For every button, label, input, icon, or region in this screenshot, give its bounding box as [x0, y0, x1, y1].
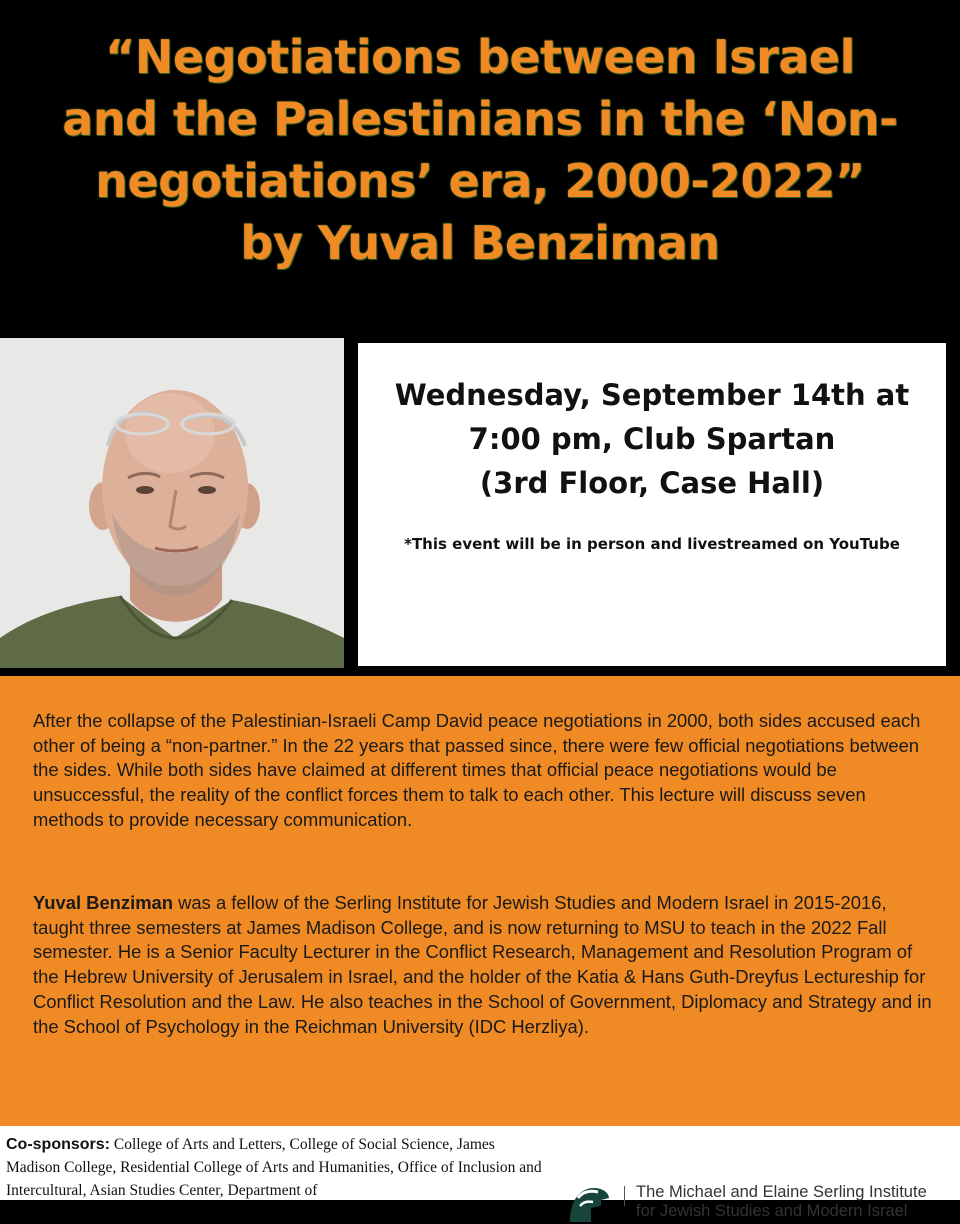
institute-name: [636, 1183, 927, 1221]
title-line-3: negotiations’ era, 2000-2022”: [95, 154, 865, 208]
cosponsors-label: Co-sponsors:: [6, 1136, 110, 1153]
event-date-location: [368, 373, 936, 505]
event-room: (3rd Floor, Case Hall): [479, 466, 825, 500]
speaker-photo: [0, 338, 344, 668]
livestream-note: *This event will be in person and livestreamed on YouTube: [404, 535, 900, 553]
speaker-bio-text: was a fellow of the Serling Institute for Jewish Studies and Modern Israel in 2015-2016, taught three semesters at James Madison College, and is now returning to MSU to teach in the 2022 Fall semester. He is a Senior Faculty Lecturer in the Conflict Research, Management and Resolution Program of the Hebrew University of Jerusalem in Israel, and the holder of the Katia & Hans Guth-Dreyfus Lectureship for Conflict Resolution and the Law. He also teaches in the School of Government, Diplomacy and Strategy and in the School of Psychology in the Reichman University (IDC Herzliya).: [33, 892, 932, 1037]
institute-line-2: for Jewish Studies and Modern Israel: [636, 1202, 908, 1220]
logo-divider: [624, 1186, 625, 1206]
institute-line-1: The Michael and Elaine Serling Institute: [636, 1183, 927, 1201]
title-line-1: “Negotiations between Israel: [105, 30, 855, 84]
speaker-name: Yuval Benziman: [33, 892, 174, 913]
cosponsors-list: College of Arts and Letters, College of Social Science, James Madison College, Residential College of Arts and Humanities, Office of Inclusion and Intercultural, Asian Studies Center, Department of: [6, 1136, 542, 1199]
title-line-4: by Yuval Benziman: [240, 216, 720, 270]
event-date: Wednesday, September 14th at: [394, 378, 910, 412]
title-line-2: and the Palestinians in the ‘Non-: [62, 92, 898, 146]
lecture-summary: After the collapse of the Palestinian-Israeli Camp David peace negotiations in 2000, both sides accused each other of being a “non-partner.” In the 22 years that passed since, there were few official negotiations between the sides. While both sides have claimed at different times that official peace negotiations would be unsuccessful, the reality of the conflict forces them to talk to each other. This lecture will discuss seven methods to provide necessary communication.: [33, 710, 921, 830]
footer: [0, 1126, 960, 1220]
spartan-helmet-icon: [566, 1184, 612, 1224]
speaker-bio: [33, 891, 933, 1039]
event-time-venue: 7:00 pm, Club Spartan: [468, 422, 836, 456]
event-details-box: [358, 343, 946, 666]
cosponsors: [6, 1133, 551, 1202]
header-banner: [0, 0, 960, 338]
event-title: [30, 26, 930, 274]
speaker-portrait-illustration: [0, 338, 344, 668]
description-panel: [0, 676, 960, 1126]
